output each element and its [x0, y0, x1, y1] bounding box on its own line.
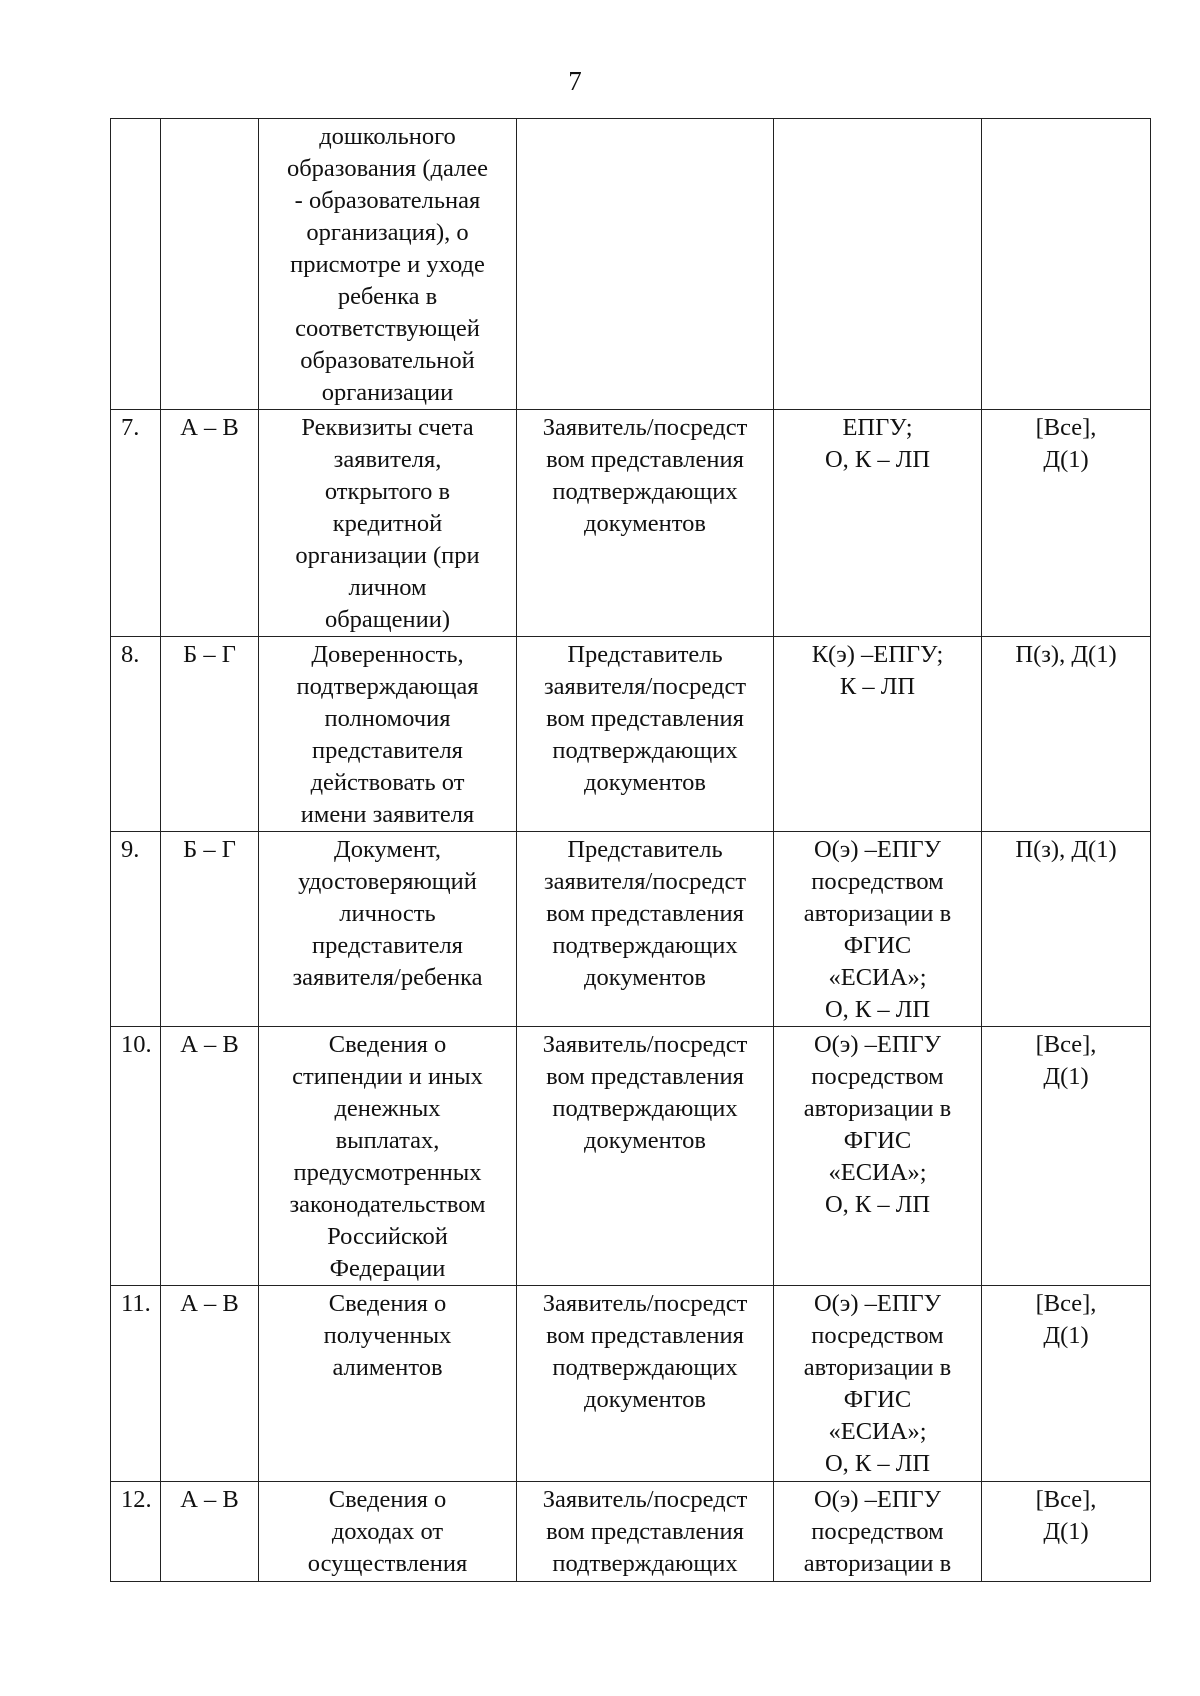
row-method: О(э) –ЕПГУ посредством авторизации в: [774, 1482, 982, 1582]
row-submitter: Заявитель/посредст вом представления подтверждающих: [517, 1482, 774, 1582]
table-row: [111, 1286, 1151, 1482]
table-row: [111, 637, 1151, 832]
row-number: 8.: [111, 637, 161, 832]
row-submitter: Заявитель/посредст вом представления подтверждающих документов: [517, 1027, 774, 1286]
row-method: О(э) –ЕПГУ посредством авторизации в ФГИС «ЕСИА»; О, К – ЛП: [774, 1286, 982, 1482]
row-number: 11.: [111, 1286, 161, 1482]
table-row: [111, 410, 1151, 637]
row-document: Сведения о стипендии и иных денежных выплатах, предусмотренных законодательством Российской Федерации: [259, 1027, 517, 1286]
row-number: 12.: [111, 1482, 161, 1582]
row-applicability: [982, 119, 1151, 410]
row-submitter: Заявитель/посредст вом представления подтверждающих документов: [517, 410, 774, 637]
row-document: Документ, удостоверяющий личность представителя заявителя/ребенка: [259, 832, 517, 1027]
row-group: А – В: [161, 410, 259, 637]
row-applicability: [Все], Д(1): [982, 1027, 1151, 1286]
row-number: 10.: [111, 1027, 161, 1286]
table-row: [111, 1027, 1151, 1286]
row-method: О(э) –ЕПГУ посредством авторизации в ФГИС «ЕСИА»; О, К – ЛП: [774, 1027, 982, 1286]
row-method: [774, 119, 982, 410]
row-number: 9.: [111, 832, 161, 1027]
row-submitter: Представитель заявителя/посредст вом представления подтверждающих документов: [517, 637, 774, 832]
table-row: [111, 119, 1151, 410]
row-submitter: Представитель заявителя/посредст вом представления подтверждающих документов: [517, 832, 774, 1027]
row-group: [161, 119, 259, 410]
row-group: А – В: [161, 1027, 259, 1286]
row-method: К(э) –ЕПГУ; К – ЛП: [774, 637, 982, 832]
row-applicability: П(з), Д(1): [982, 832, 1151, 1027]
page-number: 7: [568, 66, 582, 96]
row-document: Реквизиты счета заявителя, открытого в кредитной организации (при личном обращении): [259, 410, 517, 637]
row-applicability: [Все], Д(1): [982, 1482, 1151, 1582]
row-group: А – В: [161, 1482, 259, 1582]
row-group: А – В: [161, 1286, 259, 1482]
row-method: ЕПГУ; О, К – ЛП: [774, 410, 982, 637]
row-number: 7.: [111, 410, 161, 637]
row-applicability: П(з), Д(1): [982, 637, 1151, 832]
table-row: [111, 1482, 1151, 1582]
row-applicability: [Все], Д(1): [982, 1286, 1151, 1482]
row-group: Б – Г: [161, 637, 259, 832]
row-document: Доверенность, подтверждающая полномочия представителя действовать от имени заявителя: [259, 637, 517, 832]
row-group: Б – Г: [161, 832, 259, 1027]
row-submitter: Заявитель/посредст вом представления подтверждающих документов: [517, 1286, 774, 1482]
row-applicability: [Все], Д(1): [982, 410, 1151, 637]
row-document: Сведения о полученных алиментов: [259, 1286, 517, 1482]
documents-table: [110, 118, 1151, 1582]
row-submitter: [517, 119, 774, 410]
row-document: Сведения о доходах от осуществления: [259, 1482, 517, 1582]
row-document: дошкольного образования (далее - образовательная организация), о присмотре и уходе ребенка в соответствующей образовательной организации: [259, 119, 517, 410]
row-number: [111, 119, 161, 410]
row-method: О(э) –ЕПГУ посредством авторизации в ФГИС «ЕСИА»; О, К – ЛП: [774, 832, 982, 1027]
table-row: [111, 832, 1151, 1027]
